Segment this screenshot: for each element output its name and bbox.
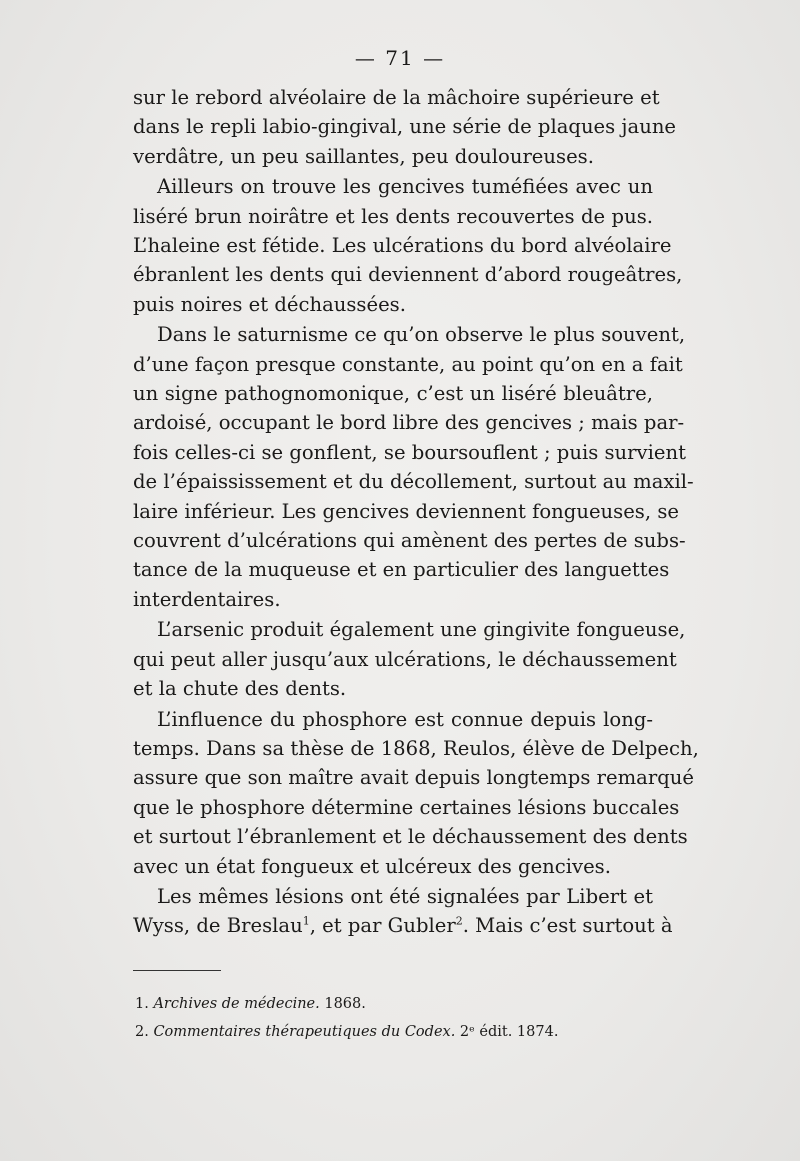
page-number: — 71 — xyxy=(354,46,446,70)
text-fragment: Wyss, de Breslau xyxy=(133,914,303,938)
text-line: un signe pathognomonique, c’est un liséré bleuâtre, xyxy=(133,382,653,406)
text-line: L’haleine est fétide. Les ulcérations du bord alvéolaire xyxy=(133,234,672,258)
text-fragment: , et par Gubler xyxy=(309,914,456,938)
footnote xyxy=(135,990,655,1018)
footnote-rule xyxy=(133,970,221,971)
text-line: L’arsenic produit également une gingivite fongueuse, xyxy=(157,618,686,642)
text-line: fois celles-ci se gonflent, se boursouflent ; puis survient xyxy=(133,440,686,464)
footnote-detail: 2ᵉ édit. 1874. xyxy=(455,1024,559,1040)
footnote-number: 2. xyxy=(135,1024,149,1040)
text-line: et la chute des dents. xyxy=(133,677,347,701)
footnote-title: Archives de médecine. xyxy=(153,996,320,1012)
text-line: d’une façon presque constante, au point qu’on en a fait xyxy=(133,352,683,376)
text-line: qui peut aller jusqu’aux ulcérations, le déchaussement xyxy=(133,647,677,671)
text-fragment: . Mais c’est surtout à xyxy=(462,914,673,938)
body-text xyxy=(133,83,699,941)
footnote-ref: 1 xyxy=(302,914,310,928)
text-line: de l’épaississement et du décollement, surtout au maxil- xyxy=(133,470,694,494)
footnotes xyxy=(135,990,655,1046)
text-line: et surtout l’ébranlement et le déchaussement des dents xyxy=(133,825,688,849)
text-line: Dans le saturnisme ce qu’on observe le plus souvent, xyxy=(157,323,686,347)
text-line: sur le rebord alvéolaire de la mâchoire supérieure et xyxy=(133,86,660,109)
text-line: ardoisé, occupant le bord libre des gencives ; mais par- xyxy=(133,411,685,435)
text-line: puis noires et déchaussées. xyxy=(133,292,406,316)
footnote-number: 1. xyxy=(135,996,149,1012)
text-line: dans le repli labio-gingival, une série de plaques jaune xyxy=(133,115,677,139)
text-line: assure que son maître avait depuis longtemps remarqué xyxy=(133,766,694,790)
text-line: laire inférieur. Les gencives deviennent fongueuses, se xyxy=(133,499,679,523)
footnote-detail: 1868. xyxy=(319,996,366,1012)
text-line: liséré brun noirâtre et les dents recouvertes de pus. xyxy=(133,204,653,228)
text-line: tance de la muqueuse et en particulier des languettes xyxy=(133,558,670,582)
footnote xyxy=(135,1018,655,1046)
text-line: L’influence du phosphore est connue depuis long- xyxy=(157,707,653,731)
footnote-ref: 2 xyxy=(455,914,463,928)
text-line: couvrent d’ulcérations qui amènent des pertes de subs- xyxy=(133,529,686,553)
text-line: que le phosphore détermine certaines lésions buccales xyxy=(133,795,680,819)
text-line: Ailleurs on trouve les gencives tuméfiées avec un xyxy=(157,175,653,199)
text-line: verdâtre, un peu saillantes, peu douloureuses. xyxy=(133,144,594,168)
text-line: Les mêmes lésions ont été signalées par Libert et xyxy=(157,885,653,909)
text-line: temps. Dans sa thèse de 1868, Reulos, élève de Delpech, xyxy=(133,736,699,760)
text-line: interdentaires. xyxy=(133,587,281,611)
text-line: ébranlent les dents qui deviennent d’abord rougeâtres, xyxy=(133,263,683,287)
text-line: avec un état fongueux et ulcéreux des gencives. xyxy=(133,854,611,878)
footnote-title: Commentaires thérapeutiques du Codex. xyxy=(153,1024,456,1040)
text-line xyxy=(133,911,673,940)
